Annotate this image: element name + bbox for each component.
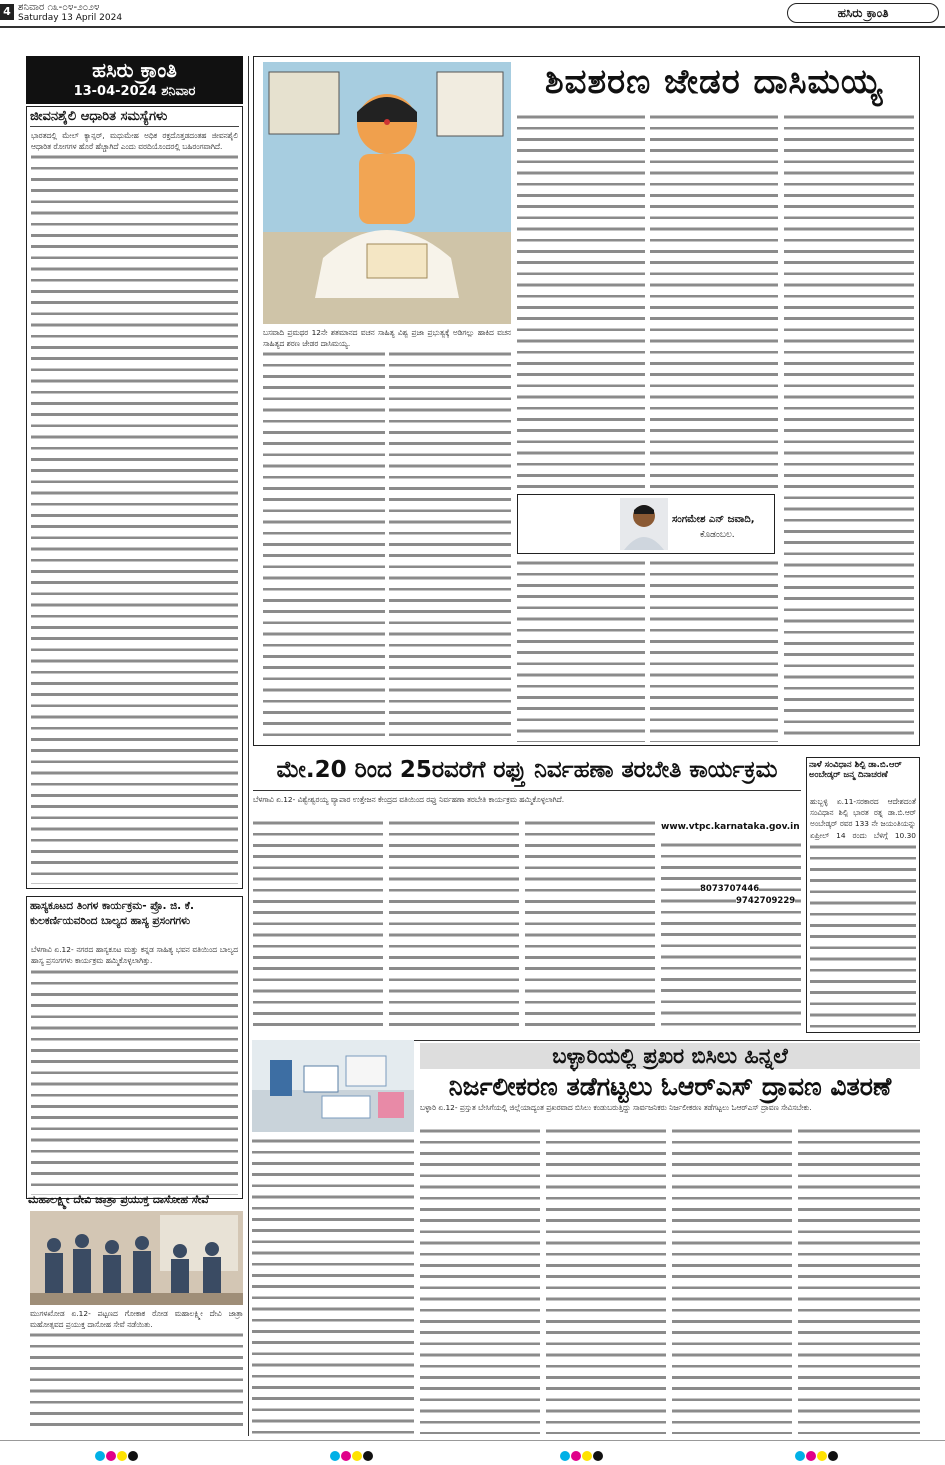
ambedkar-lead: ಹುಬ್ಬಳ್ಳಿ ಏ.11-ಸರಕಾರದ ಆದೇಶದಂತೆ ಸಂವಿಧಾನ ಶಿಲ್ಪಿ ಭಾರತ ರತ್ನ ಡಾ.ಬಿ.ಆರ್ ಅಂಬೇಡ್ಕರ್ ರವರ 133 ನೇ ಜಯಂತಿಯನ್ನು ಏಪ್ರೀಲ್ 14 ರಂದು ಬೆಳಿಗ್ಗೆ 10.30 xyxy=(810,797,916,840)
registration-marks xyxy=(330,1446,374,1465)
author-avatar xyxy=(620,498,668,550)
divider xyxy=(414,1040,920,1041)
dasimayya-col-3b xyxy=(517,558,645,742)
header-date-english: Saturday 13 April 2024 xyxy=(18,13,123,23)
humor-lead: ಬೆಳಗಾವಿ ಏ.12- ನಗರದ ಹಾಸ್ಯಕೂಟ ಮತ್ತು ಕನ್ನಡ ಸಾಹಿತ್ಯ ಭವನ ವತಿಯಿಂದ ಬಾಲ್ಯದ ಹಾಸ್ಯ ಪ್ರಸಂಗಗಳು ಕಾರ್ಯಕ್ರಮ ಹಮ್ಮಿಕೊಳ್ಳಲಾಗಿತ್ತು. xyxy=(31,945,238,966)
lifestyle-title: ಜೀವನಶೈಲಿ ಆಧಾರಿತ ಸಮಸ್ಯೆಗಳು xyxy=(30,108,239,127)
mahalakshmi-photo xyxy=(30,1211,243,1305)
mahalakshmi-title: ಮಹಾಲಕ್ಷ್ಮೀ ದೇವಿ ಜಾತ್ರಾ ಪ್ರಯುಕ್ತ ದಾಸೋಹ ಸೇವೆ xyxy=(28,1193,209,1206)
mahalakshmi-lead: ಮುಗಳಖೋಡ ಏ.12- ಪಟ್ಟಣದ ಗೋಕಾಕ ರೋಡ ಮಹಾಲಕ್ಷ್ಮೀ ದೇವಿ ಜಾತ್ರಾ ಮಹೋತ್ಸವದ ಪ್ರಯುಕ್ತ ದಾಸೋಹ ಸೇವೆ ನಡೆಯಿತು. xyxy=(30,1309,243,1330)
registration-marks xyxy=(95,1446,139,1465)
page-number: 4 xyxy=(0,4,14,20)
export-website: www.vtpc.karnataka.gov.in xyxy=(661,822,800,832)
ors-col-4 xyxy=(672,1126,792,1434)
ors-packets-image xyxy=(252,1040,414,1132)
export-col-3 xyxy=(525,818,655,1033)
author-name: ಸಂಗಮೇಶ ಎನ್ ಜವಾದಿ, xyxy=(672,514,755,525)
column-rule xyxy=(248,56,249,1436)
lifestyle-lead: ಭಾರತದಲ್ಲಿ ಮೇಲ್ ಕ್ಯಾನ್ಸರ್, ಮಧುಮೇಹ ಅಧಿಕ ರಕ್ತದೊತ್ತಡದಂತಹ ಜೀವನಶೈಲಿ ಆಧಾರಿತ ರೋಗಗಳ ಹೊರೆ ಹೆಚ್ಚಾಗಿದೆ ಎಂದು ವರದಿಯೊಂದರಲ್ಲಿ ಬಹಿರಂಗವಾಗಿದೆ. xyxy=(31,131,238,152)
lifestyle-body-text xyxy=(31,152,238,884)
humor-body-text xyxy=(31,967,238,1195)
ors-col-1 xyxy=(252,1136,414,1434)
header-date-kannada: ಶನಿವಾರ ೧೩-೦೪-೨೦೨೪ xyxy=(18,2,100,13)
divider xyxy=(253,790,801,791)
dasimayya-lead: ಬಸವಾದಿ ಪ್ರಮಥರ 12ನೇ ಶತಮಾನದ ವಚನ ಸಾಹಿತ್ಯ ವಿಶ್ವ ಪ್ರಜಾ ಪ್ರಭುತ್ವಕ್ಕೆ ಅಡಿಗಲ್ಲು ಹಾಕಿದ ವಚನ ಸಾಹಿತ್ಯದ ಶರಣ ಜೇಡರ ದಾಸಿಮಯ್ಯ. xyxy=(263,328,511,349)
dasimayya-col-4b xyxy=(650,558,778,742)
dasimayya-portrait xyxy=(263,62,511,324)
saint-illustration xyxy=(263,62,511,324)
mahalakshmi-body-text xyxy=(30,1330,243,1434)
export-col-2 xyxy=(389,818,519,1033)
ors-title-1: ಬಳ್ಳಾರಿಯಲ್ಲಿ ಪ್ರಖರ ಬಿಸಿಲು ಹಿನ್ನಲೆ xyxy=(420,1043,920,1069)
export-col-4 xyxy=(661,840,801,1033)
author-place: ಕೊಡಂಬಲ. xyxy=(700,530,735,540)
masthead-name: ಹಸಿರು ಕ್ರಾಂತಿ xyxy=(92,58,177,82)
ors-col-3 xyxy=(546,1126,666,1434)
header-paper-name: ಹಸಿರು ಕ್ರಾಂತಿ xyxy=(787,3,939,23)
masthead xyxy=(26,56,243,104)
export-phone-2: 9742709229 xyxy=(736,896,796,906)
dasimayya-title: ಶಿವಶರಣ ಜೇಡರ ದಾಸಿಮಯ್ಯ xyxy=(545,62,883,102)
dasimayya-col-2 xyxy=(389,349,511,742)
export-phone-1: 8073707446 xyxy=(700,884,760,894)
ors-col-2 xyxy=(420,1126,540,1434)
ors-title-2: ನಿರ್ಜಲೀಕರಣ ತಡೆಗಟ್ಟಲು ಓಆರ್‌ಎಸ್ ದ್ರಾವಣ ವಿತರಣೆ xyxy=(448,1072,892,1101)
registration-marks xyxy=(560,1446,604,1465)
export-lead: ಬೆಳಗಾವಿ ಏ.12- ವಿಶ್ವೇಶ್ವರಯ್ಯ ವ್ಯಾಪಾರ ಉತ್ತೇಜನ ಕೇಂದ್ರದ ವತಿಯಿಂದ ರಫ್ತು ನಿರ್ವಹಣಾ ತರಬೇತಿ ಕಾರ್ಯಕ್ರಮ ಹಮ್ಮಿಕೊಳ್ಳಲಾಗಿದೆ. xyxy=(253,795,565,804)
ors-col-5 xyxy=(798,1126,920,1434)
export-title: ಮೇ.20 ರಿಂದ 25ರವರೆಗೆ ರಫ್ತು ನಿರ್ವಹಣಾ ತರಬೇತಿ ಕಾರ್ಯಕ್ರಮ xyxy=(276,757,778,783)
ors-lead: ಬಳ್ಳಾರಿ ಏ.12- ಪ್ರಸ್ತುತ ಬೇಸಿಗೆಯಲ್ಲಿ ಜಿಲ್ಲೆಯಾದ್ಯಂತ ಪ್ರಖರವಾದ ಬಿಸಿಲು ಕಂಡುಬರುತ್ತಿದ್ದು ಸಾರ್ವಜನಿಕರು ನಿರ್ಜಲೀಕರಣ ತಡೆಗಟ್ಟಲು ಓಆರ್‌ಎಸ್ ದ್ರಾವಣ ಸೇವಿಸಬೇಕು. xyxy=(420,1103,812,1112)
dasimayya-col-4 xyxy=(650,112,778,490)
ambedkar-title: ನಾಳೆ ಸಂವಿಧಾನ ಶಿಲ್ಪಿ ಡಾ.ಬಿ.ಆರ್ ಅಂಬೇಡ್ಕರ್ ಜನ್ಮ ದಿನಾಚರಣೆ xyxy=(809,760,902,780)
group-photo-image xyxy=(30,1211,243,1305)
dasimayya-col-1 xyxy=(263,349,385,742)
masthead-date: 13-04-2024 ಶನಿವಾರ xyxy=(73,84,196,99)
dasimayya-col-5 xyxy=(784,112,914,742)
registration-marks xyxy=(795,1446,839,1465)
ambedkar-body-text xyxy=(810,842,916,1028)
ors-photo xyxy=(252,1040,414,1132)
author-photo xyxy=(620,498,668,550)
export-col-1 xyxy=(253,818,383,1033)
humor-title: ಹಾಸ್ಯಕೂಟದ ತಿಂಗಳ ಕಾರ್ಯಕ್ರಮ- ಪ್ರೊ. ಜಿ. ಕೆ. ಕುಲಕರ್ಣಿಯವರಿಂದ ಬಾಲ್ಯದ ಹಾಸ್ಯ ಪ್ರಸಂಗಗಳು xyxy=(30,900,194,927)
dasimayya-col-3 xyxy=(517,112,645,490)
footer-rule xyxy=(0,1440,945,1441)
